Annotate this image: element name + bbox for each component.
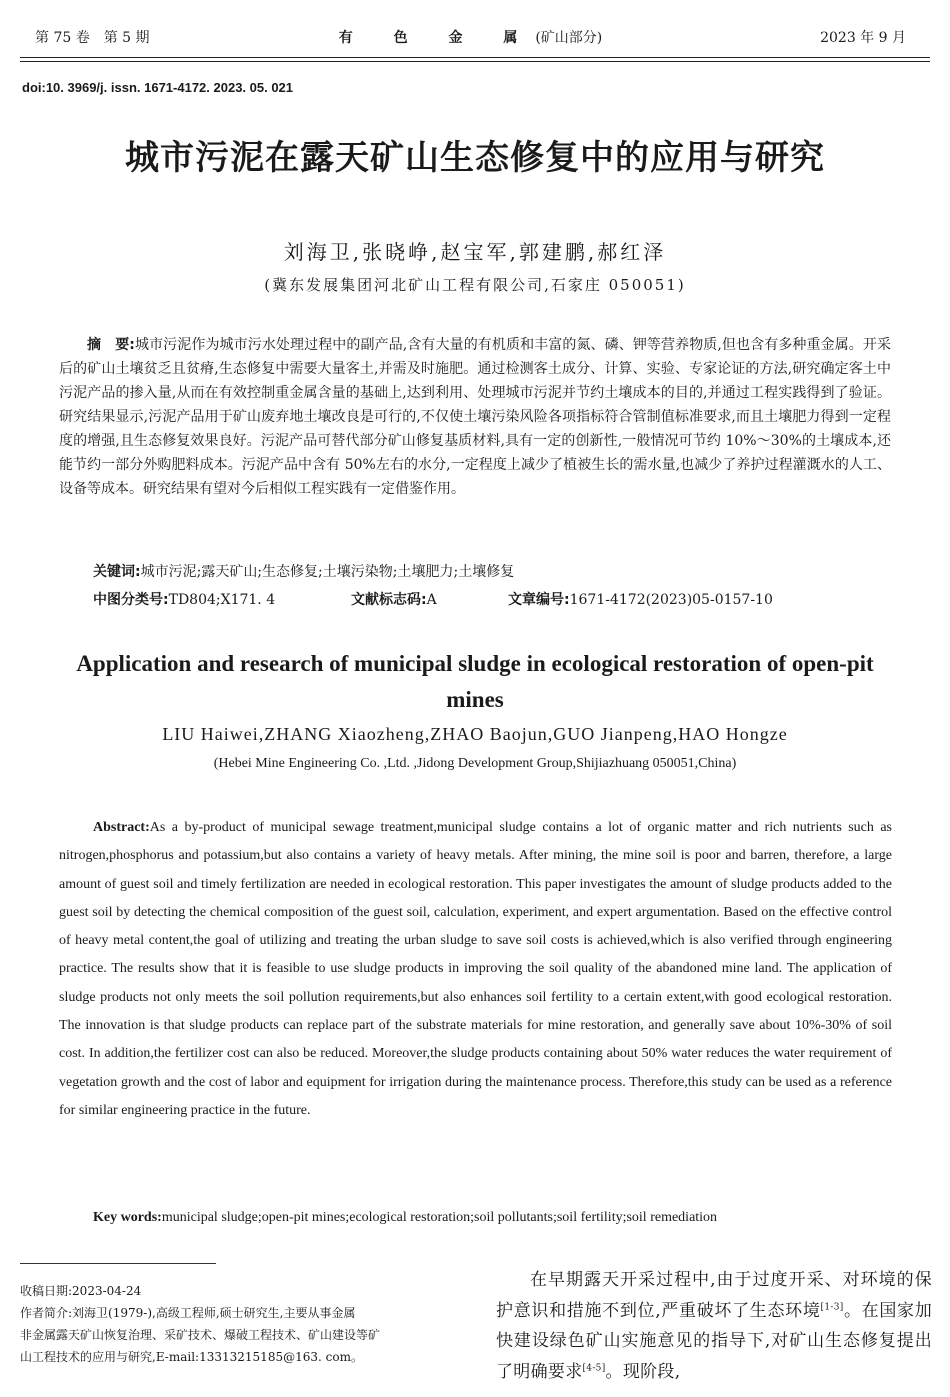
- title-chinese: 城市污泥在露天矿山生态修复中的应用与研究: [125, 138, 825, 178]
- body-text: 在早期露天开采过程中,由于过度开采、对环境的保护意识和措施不到位,严重破坏了生态环境: [496, 1270, 932, 1321]
- document-code: [351, 589, 437, 609]
- body-text: 。在国家加快建设绿色矿山实施意见的指导下,对矿山生态修复提出了明确要求: [496, 1300, 932, 1382]
- keywords-chinese: [93, 561, 514, 581]
- body-introduction: [496, 1265, 932, 1387]
- doc-code-value: A: [426, 592, 437, 608]
- header-rule-thin: [20, 61, 930, 62]
- doc-code-label: 文献标志码:: [351, 592, 427, 608]
- keywords-english: [93, 1210, 717, 1226]
- keywords-en-text: municipal sludge;open-pit mines;ecological restoration;soil pollutants;soil fertility;soil remediation: [161, 1210, 718, 1225]
- footnote-rule: [20, 1263, 216, 1264]
- clc-label: 中图分类号:: [93, 592, 169, 608]
- author-bio-line: 非金属露天矿山恢复治理、采矿技术、爆破工程技术、矿山建设等矿: [20, 1328, 381, 1342]
- body-text: 。现阶段,: [605, 1361, 681, 1382]
- article-number: [508, 589, 773, 609]
- running-header: [35, 26, 906, 48]
- article-no-label: 文章编号:: [508, 592, 570, 608]
- issue-date: 2023 年 9 月: [820, 30, 906, 46]
- abstract-cn-text: 城市污泥作为城市污水处理过程中的副产品,含有大量的有机质和丰富的氮、磷、钾等营养物质,但也含有多种重金属。开采后的矿山土壤贫乏且贫瘠,生态修复中需要大量客土,并需及时施肥。通过检测客土成分、计算、实验、专家论证的方法,研究确定客土中污泥产品的掺入量,从而在有效控制重金属含量的基础上,达到利用、处理城市污泥并节约土壤成本的目的,并通过工程实践得到了验证。研究结果显示,污泥产品用于矿山废弃地土壤改良是可行的,不仅使土壤污染风险各项指标符合管制值标准要求,而且土壤肥力得到一定程度的增强,且生态修复效果良好。污泥产品可替代部分矿山修复基质材料,具有一定的创新性,一般情况可节约 10%～30%的土壤成本,还能节约一部分外购肥料成本。污泥产品中含有 50%左右的水分,一定程度上减少了植被生长的需水量,也减少了养护过程灌溉水的人工、设备等成本。研究结果有望对今后相似工程实践有一定借鉴作用。: [59, 337, 891, 497]
- keywords-en-label: Key words:: [93, 1210, 162, 1225]
- keywords-cn-label: 关键词:: [93, 564, 141, 580]
- abstract-en-label: Abstract:: [93, 820, 150, 835]
- clc-value: TD804;X171. 4: [168, 592, 276, 608]
- citation-ref[interactable]: [4-5]: [582, 1362, 606, 1373]
- doi[interactable]: doi:10. 3969/j. issn. 1671-4172. 2023. 05. 021: [22, 80, 294, 95]
- abstract-chinese: [59, 333, 891, 501]
- abstract-en-text: As a by-product of municipal sewage treatment,municipal sludge contains a lot of organic matter and rich nutrients such as nitrogen,phosphorus and potassium,but also contains a variety of heavy metals. After mining, the mine soil is poor and barren, therefore, a large amount of guest soil and timely fertilization are needed in ecological restoration. This paper investigates the amount of sludge products added to the guest soil by detecting the chemical composition of the guest soil, calculation, experiment, and expert argumentation. Based on the effective control of heavy metal content,the goal of utilizing and treating the urban sludge to save soil costs is achieved,which is also verified through engineering practice. The results show that it is feasible to use sludge products in improving the soil quality of the abandoned mine land. The application of sludge products not only meets the soil pollution requirements,but also enhances soil fertility to a certain extent,with good ecological restoration. The innovation is that sludge products can replace part of the substrate materials for mine restoration, and generally save about 10%-30% of soil cost. In addition,the fertilizer cost can also be reduced. Moreover,the sludge products containing about 50% water reduces the water requirement of vegetation growth and the cost of labor and equipment for irrigation during the maintenance process. Therefore,this study can be used as a reference for similar engineering practice in the future.: [59, 820, 892, 1118]
- abstract-cn-label: 摘 要:: [87, 337, 135, 353]
- affiliation-chinese: (冀东发展集团河北矿山工程有限公司,石家庄 050051): [264, 276, 686, 294]
- author-bio-line: 山工程技术的应用与研究,E-mail:13313215185@163. com。: [20, 1350, 363, 1364]
- title-english: Application and research of municipal sludge in ecological restoration of open-pit mines: [76, 651, 874, 712]
- journal-name: [35, 27, 906, 47]
- author-bio-line: 作者简介:刘海卫(1979-),高级工程师,硕士研究生,主要从事金属: [20, 1306, 356, 1320]
- authors-chinese: 刘海卫,张晓峥,赵宝军,郭建鹏,郝红泽: [283, 240, 667, 264]
- authors-english: LIU Haiwei,ZHANG Xiaozheng,ZHAO Baojun,GUO Jianpeng,HAO Hongze: [162, 724, 788, 744]
- received-date: 收稿日期:2023-04-24: [20, 1284, 142, 1298]
- keywords-cn-text: 城市污泥;露天矿山;生态修复;土壤污染物;土壤肥力;土壤修复: [140, 564, 515, 580]
- header-rule-thick: [20, 57, 930, 58]
- journal-title: 有 色 金 属: [338, 30, 536, 46]
- article-no-value: 1671-4172(2023)05-0157-10: [569, 592, 773, 608]
- citation-ref[interactable]: [1-3]: [820, 1301, 844, 1312]
- journal-subtitle: (矿山部分): [535, 30, 603, 46]
- abstract-english: [59, 814, 892, 1125]
- affiliation-english: (Hebei Mine Engineering Co. ,Ltd. ,Jidong Development Group,Shijiazhuang 050051,China): [213, 756, 737, 771]
- volume-issue: 第 75 卷 第 5 期: [35, 30, 150, 46]
- footnote: [20, 1280, 460, 1368]
- clc-code: [93, 589, 275, 609]
